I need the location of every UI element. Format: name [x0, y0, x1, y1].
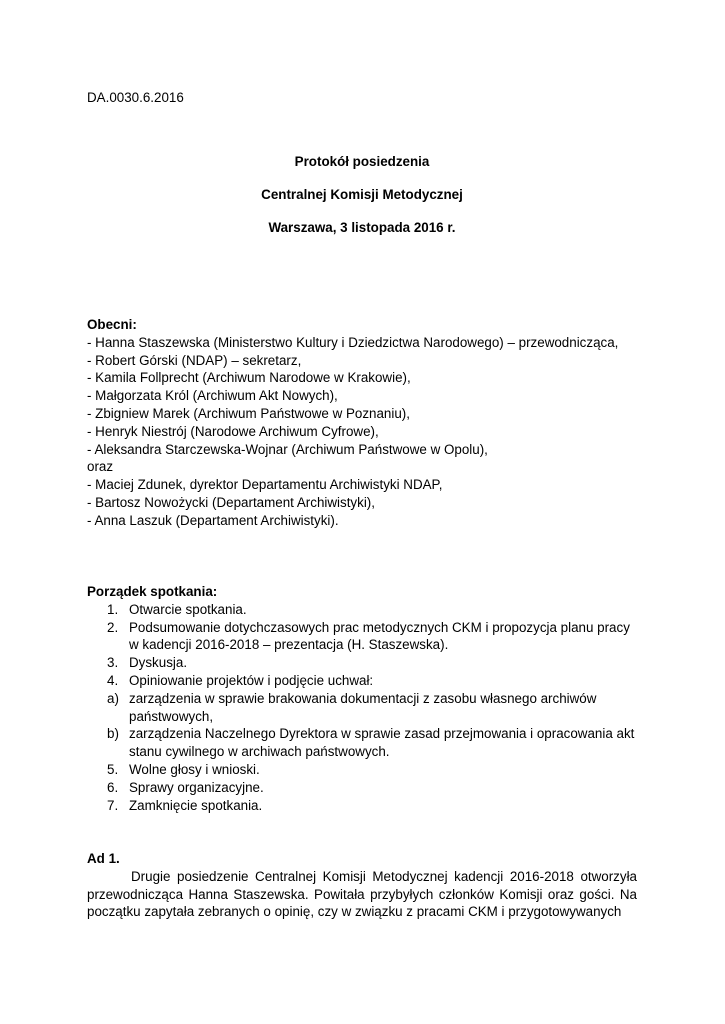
title-line-2: Centralnej Komisji Metodycznej [261, 187, 463, 203]
agenda-subitem-letter: a) [107, 690, 119, 706]
agenda-subitem-letter: b) [107, 726, 119, 742]
agenda-item-text: Podsumowanie dotychczasowych prac metodycznych CKM i propozycja planu pracy w kadencji 2016-2018 – prezentacja (H. Staszewska). [129, 619, 630, 653]
document-reference: DA.0030.6.2016 [87, 90, 184, 105]
agenda-item [87, 601, 637, 619]
agenda-item [87, 619, 637, 655]
document-title [87, 153, 637, 253]
section-ad1 [87, 850, 637, 921]
attendees-heading: Obecni: [87, 317, 137, 332]
agenda-subitem [87, 690, 637, 726]
agenda-item-number: 2. [107, 619, 119, 635]
attendee-line: - Aleksandra Starczewska-Wojnar (Archiwum Państwowe w Opolu), [87, 441, 488, 457]
agenda-item-text: Otwarcie spotkania. [129, 601, 247, 617]
section-ad1-paragraph: Drugie posiedzenie Centralnej Komisji Metodycznej kadencji 2016-2018 otworzyła przewodnicząca Hanna Staszewska. Powitała przybyłych członków Komisji oraz gości. Na początku zapytała zebranych o opinię, czy w związku z pracami CKM i przygotowywanych [87, 868, 637, 920]
agenda-item-number: 7. [107, 797, 119, 813]
agenda-subitem-text: zarządzenia Naczelnego Dyrektora w sprawie zasad przejmowania i opracowania akt stanu cywilnego w archiwach państwowych. [129, 726, 635, 760]
title-line-3: Warszawa, 3 listopada 2016 r. [268, 220, 456, 236]
attendee-line: - Hanna Staszewska (Ministerstwo Kultury i Dziedzictwa Narodowego) – przewodnicząca, [87, 334, 619, 350]
agenda-subitem [87, 725, 637, 761]
agenda-item [87, 797, 637, 815]
attendee-line: - Kamila Follprecht (Archiwum Narodowe w Krakowie), [87, 370, 411, 386]
agenda-item-number: 5. [107, 761, 119, 777]
document-page [87, 0, 637, 1024]
attendee-line: - Bartosz Nowożycki (Departament Archiwistyki), [87, 494, 375, 510]
agenda-item [87, 654, 637, 672]
agenda-item-number: 1. [107, 601, 119, 617]
agenda-item-text: Dyskusja. [129, 655, 188, 671]
attendee-line: - Zbigniew Marek (Archiwum Państwowe w Poznaniu), [87, 405, 410, 421]
agenda-item-text: Sprawy organizacyjne. [129, 779, 264, 795]
agenda-item-text: Opiniowanie projektów i podjęcie uchwał: [129, 672, 374, 688]
agenda-heading: Porządek spotkania: [87, 584, 218, 599]
attendee-line: - Małgorzata Król (Archiwum Akt Nowych), [87, 388, 338, 404]
attendee-line: - Maciej Zdunek, dyrektor Departamentu Archiwistyki NDAP, [87, 477, 443, 493]
attendee-line: - Henryk Niestrój (Narodowe Archiwum Cyfrowe), [87, 423, 379, 439]
agenda-item [87, 779, 637, 797]
attendees-section [87, 316, 637, 530]
agenda-item [87, 761, 637, 779]
agenda-subitem-text: zarządzenia w sprawie brakowania dokumentacji z zasobu własnego archiwów państwowych, [129, 690, 597, 724]
attendee-line: oraz [87, 459, 114, 475]
attendee-line: - Robert Górski (NDAP) – sekretarz, [87, 352, 302, 368]
agenda-section [87, 583, 637, 814]
attendee-line: - Anna Laszuk (Departament Archiwistyki). [87, 512, 339, 528]
agenda-item-number: 4. [107, 672, 119, 688]
agenda-item [87, 672, 637, 690]
title-line-1: Protokół posiedzenia [294, 154, 430, 169]
agenda-list [87, 601, 637, 815]
agenda-item-number: 6. [107, 779, 119, 795]
agenda-item-number: 3. [107, 655, 119, 671]
agenda-item-text: Wolne głosy i wnioski. [129, 761, 260, 777]
agenda-item-text: Zamknięcie spotkania. [129, 797, 263, 813]
section-ad1-heading: Ad 1. [87, 851, 120, 866]
